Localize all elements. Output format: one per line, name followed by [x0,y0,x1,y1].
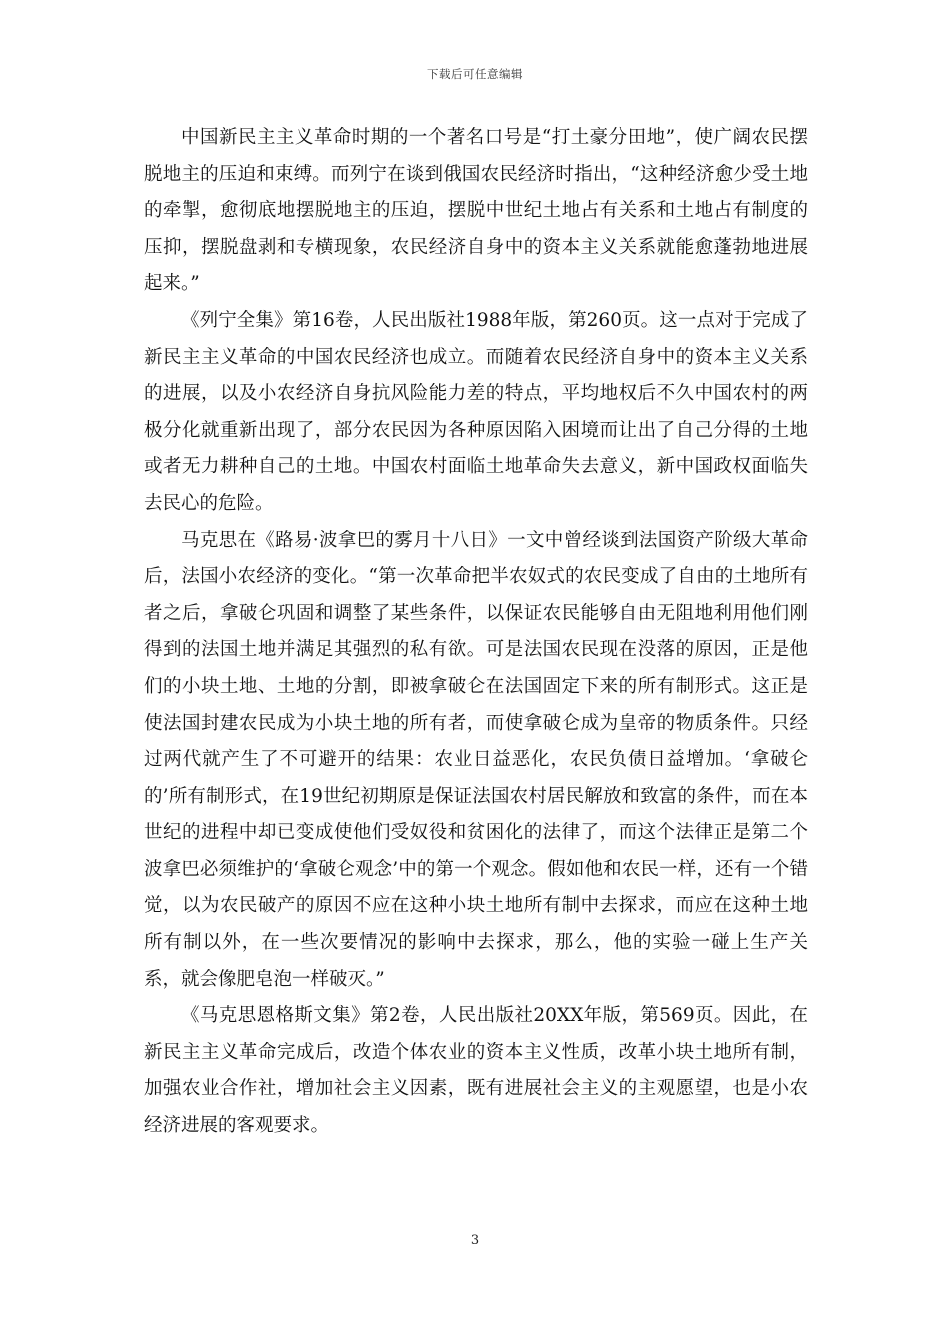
paragraph-1: 中国新民主主义革命时期的一个著名口号是“打土豪分田地”，使广阔农民摆脱地主的压迫和束缚。而列宁在谈到俄国农民经济时指出，“这种经济愈少受土地的牵掣，愈彻底地摆脱地主的压迫，摆脱中世纪土地占有关系和土地占有制度的压抑，摆脱盘剥和专横现象，农民经济自身中的资本主义关系就能愈蓬勃地进展起来。” [144,127,808,295]
body-text [144,120,808,1145]
paragraph-2: 《列宁全集》第16卷，人民出版社1988年版，第260页。这一点对于完成了新民主主义革命的中国农民经济也成立。而随着农民经济自身中的资本主义关系的进展，以及小农经济自身抗风险能力差的特点，平均地权后不久中国农村的两极分化就重新出现了，部分农民因为各种原因陷入困境而让出了自己分得的土地或者无力耕种自己的土地。中国农村面临土地革命失去意义，新中国政权面临失去民心的危险。 [144,309,808,514]
paragraph-3: 马克思在《路易·波拿巴的雾月十八日》一文中曾经谈到法国资产阶级大革命后，法国小农经济的变化。“第一次革命把半农奴式的农民变成了自由的土地所有者之后，拿破仑巩固和调整了某些条件，以保证农民能够自由无阻地利用他们刚得到的法国土地并满足其强烈的私有欲。可是法国农民现在没落的原因，正是他们的小块土地、土地的分割，即被拿破仑在法国固定下来的所有制形式。这正是使法国封建农民成为小块土地的所有者，而使拿破仑成为皇帝的物质条件。只经过两代就产生了不可避开的结果：农业日益恶化，农民负债日益增加。‘拿破仑的’所有制形式，在19世纪初期原是保证法国农村居民解放和致富的条件，而在本世纪的进程中却已变成使他们受奴役和贫困化的法律了，而这个法律正是第二个波拿巴必须维护的‘拿破仑观念’中的第一个观念。假如他和农民一样，还有一个错觉，以为农民破产的原因不应在这种小块土地所有制中去探求，而应在这种土地所有制以外，在一些次要情况的影响中去探求，那么，他的实验一碰上生产关系，就会像肥皂泡一样破灭。” [144,529,808,990]
page-header: 下载后可任意编辑 [427,67,523,81]
paragraph-4: 《马克思恩格斯文集》第2卷，人民出版社20XX年版，第569页。因此，在新民主主义革命完成后，改造个体农业的资本主义性质，改革小块土地所有制，加强农业合作社，增加社会主义因素，既有进展社会主义的主观愿望，也是小农经济进展的客观要求。 [144,1005,808,1137]
page-number: 3 [470,1233,480,1248]
